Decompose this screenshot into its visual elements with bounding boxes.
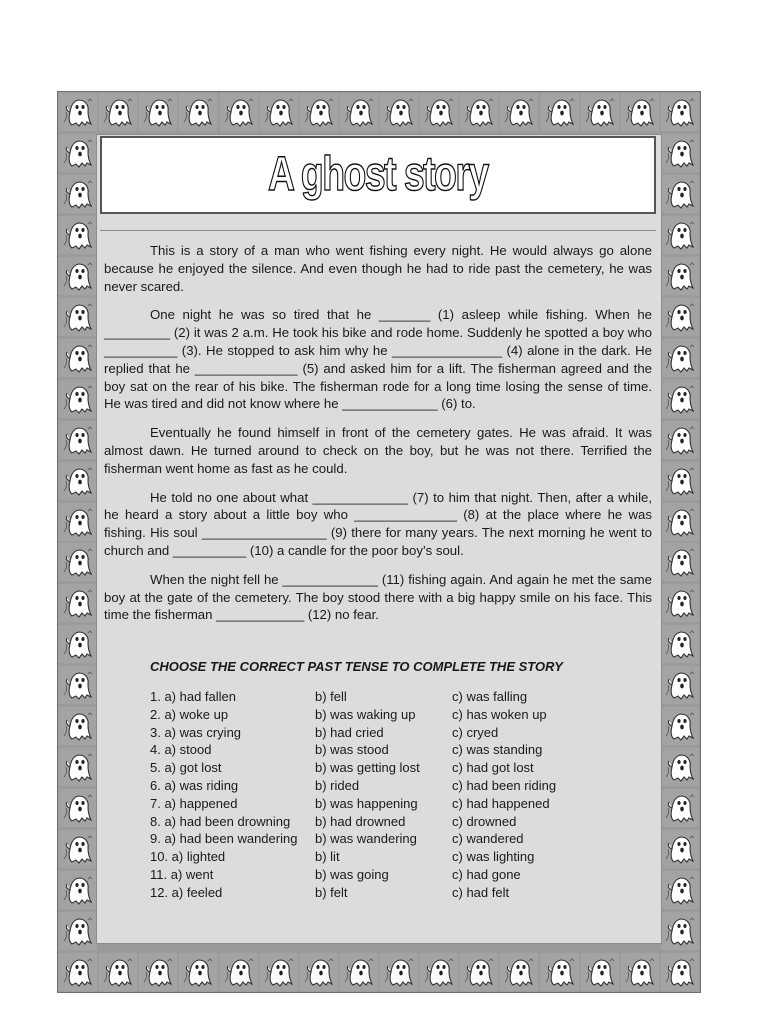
ghost-icon bbox=[660, 338, 700, 378]
ghost-icon bbox=[58, 92, 98, 132]
ghost-icon bbox=[660, 379, 700, 419]
option-a: 10. a) lighted bbox=[150, 849, 226, 865]
ghost-icon bbox=[58, 174, 98, 214]
ghost-icon bbox=[58, 788, 98, 828]
option-row bbox=[150, 866, 610, 884]
ghost-icon bbox=[419, 952, 459, 992]
ghost-icon bbox=[299, 952, 339, 992]
option-b: b) lit bbox=[315, 849, 340, 865]
option-b: b) had drowned bbox=[315, 813, 406, 829]
ghost-icon bbox=[660, 256, 700, 296]
title-box bbox=[100, 136, 656, 214]
option-row bbox=[150, 724, 610, 742]
ghost-icon bbox=[660, 420, 700, 460]
page-title: A ghost story bbox=[268, 148, 488, 201]
ghost-icon bbox=[339, 92, 379, 132]
option-b: b) felt bbox=[315, 884, 348, 900]
option-a: 7. a) happened bbox=[150, 795, 238, 811]
ghost-icon bbox=[58, 747, 98, 787]
option-c: c) had happened bbox=[452, 795, 550, 811]
ghost-icon bbox=[660, 133, 700, 173]
ghost-icon bbox=[98, 92, 138, 132]
ghost-icon bbox=[58, 215, 98, 255]
option-row bbox=[150, 759, 610, 777]
ghost-icon bbox=[580, 92, 620, 132]
ghost-icon bbox=[259, 92, 299, 132]
ghost-icon bbox=[499, 92, 539, 132]
ghost-icon bbox=[379, 92, 419, 132]
option-b: b) was happening bbox=[315, 795, 418, 811]
ghost-icon bbox=[379, 952, 419, 992]
option-a: 2. a) woke up bbox=[150, 706, 229, 722]
ghost-icon bbox=[660, 911, 700, 951]
option-row bbox=[150, 741, 610, 759]
ghost-icon bbox=[178, 92, 218, 132]
ghost-icon bbox=[58, 706, 98, 746]
ghost-icon bbox=[299, 92, 339, 132]
option-row bbox=[150, 688, 610, 706]
option-row bbox=[150, 830, 610, 848]
ghost-icon bbox=[178, 952, 218, 992]
story-paragraph-3: Eventually he found himself in front of the cemetery gates. He was afraid. It was almost dawn. He turned around to check on the boy, but he was not there. Terrified the fisherman went home as fast as he could. bbox=[104, 425, 652, 476]
ghost-icon bbox=[339, 952, 379, 992]
ghost-icon bbox=[58, 870, 98, 910]
option-a: 12. a) feeled bbox=[150, 884, 223, 900]
ghost-icon bbox=[58, 379, 98, 419]
ghost-icon bbox=[540, 92, 580, 132]
story-paragraph-1: This is a story of a man who went fishing every night. He would always go alone because he enjoyed the silence. And even though he had to ride past the cemetery, he was never scared. bbox=[104, 243, 652, 294]
ghost-icon bbox=[58, 461, 98, 501]
ghost-icon bbox=[58, 542, 98, 582]
option-c: c) had felt bbox=[452, 884, 510, 900]
option-row bbox=[150, 795, 610, 813]
option-b: b) rided bbox=[315, 777, 360, 793]
option-row bbox=[150, 813, 610, 831]
ghost-icon bbox=[58, 665, 98, 705]
option-a: 1. a) had fallen bbox=[150, 689, 237, 704]
option-c: c) was falling bbox=[452, 689, 528, 704]
ghost-icon bbox=[660, 297, 700, 337]
option-a: 11. a) went bbox=[150, 866, 214, 882]
ghost-icon bbox=[58, 420, 98, 460]
ghost-icon bbox=[58, 829, 98, 869]
ghost-icon bbox=[660, 583, 700, 623]
ghost-icon bbox=[58, 911, 98, 951]
option-c: c) has woken up bbox=[452, 706, 547, 722]
ghost-icon bbox=[660, 624, 700, 664]
option-c: c) drowned bbox=[452, 813, 517, 829]
option-row bbox=[150, 777, 610, 795]
ghost-icon bbox=[138, 92, 178, 132]
ghost-icon bbox=[98, 952, 138, 992]
option-b: b) had cried bbox=[315, 724, 384, 740]
ghost-icon bbox=[660, 788, 700, 828]
option-c: c) had gone bbox=[452, 866, 521, 882]
ghost-icon bbox=[58, 297, 98, 337]
ghost-icon bbox=[499, 952, 539, 992]
option-a: 4. a) stood bbox=[150, 742, 212, 758]
option-a: 6. a) was riding bbox=[150, 777, 239, 793]
option-c: c) had been riding bbox=[452, 777, 557, 793]
story-paragraph-4: He told no one about what _____________ (7) to him that night. Then, after a while, he heard a story about a little boy who ______________ (8) at the place where he was fishing. His soul _________________ (9) there for many years. The next morning he went to church and __________ (10) a candle for the poor boy’s soul. bbox=[104, 489, 652, 558]
ghost-icon bbox=[58, 952, 98, 992]
options-list bbox=[150, 688, 610, 902]
option-c: c) had got lost bbox=[452, 760, 534, 776]
option-a: 5. a) got lost bbox=[150, 760, 222, 776]
ghost-icon bbox=[219, 92, 259, 132]
option-a: 8. a) had been drowning bbox=[150, 813, 291, 829]
ghost-icon bbox=[660, 92, 700, 132]
option-b: b) was waking up bbox=[315, 706, 416, 722]
ghost-icon bbox=[660, 174, 700, 214]
ghost-icon bbox=[58, 624, 98, 664]
ghost-icon bbox=[138, 952, 178, 992]
ghost-icon bbox=[620, 92, 660, 132]
ghost-icon bbox=[660, 829, 700, 869]
ghost-icon bbox=[419, 92, 459, 132]
exercise-instruction: CHOOSE THE CORRECT PAST TENSE TO COMPLETE THE STORY bbox=[150, 659, 563, 674]
ghost-icon bbox=[58, 583, 98, 623]
ghost-icon bbox=[259, 952, 299, 992]
ghost-icon bbox=[58, 133, 98, 173]
title-divider bbox=[100, 230, 656, 231]
story-paragraph-5: When the night fell he _____________ (11) fishing again. And again he met the same boy at the gate of the cemetery. The boy stood there with a big happy smile on his face. This time the fisherman ____________ (12) no fear. bbox=[104, 571, 652, 623]
option-row bbox=[150, 884, 610, 902]
option-b: b) was wandering bbox=[315, 831, 417, 847]
option-c: c) wandered bbox=[452, 831, 524, 847]
option-b: b) was getting lost bbox=[315, 760, 420, 776]
ghost-icon bbox=[660, 502, 700, 542]
option-a: 3. a) was crying bbox=[150, 724, 242, 740]
ghost-icon bbox=[660, 665, 700, 705]
ghost-icon bbox=[660, 542, 700, 582]
story-text bbox=[104, 242, 652, 635]
story-paragraph-2: One night he was so tired that he _______ (1) asleep while fishing. When he _________ (2) it was 2 a.m. He took his bike and rode home. Suddenly he spotted a boy who __________ (3). He stopped to ask him why he _______________ (4) alone in the dark. He replied that he ______________ (5) and asked him for a lift. The fisherman agreed and the boy sat on the rear of his bike. The fisherman rode for a long time losing the sense of time. He was tired and did not know where he _____________ (6) to. bbox=[104, 307, 652, 412]
ghost-icon bbox=[620, 952, 660, 992]
option-a: 9. a) had been wandering bbox=[150, 831, 298, 847]
ghost-icon bbox=[58, 256, 98, 296]
ghost-icon bbox=[660, 952, 700, 992]
option-row bbox=[150, 706, 610, 724]
ghost-icon bbox=[58, 338, 98, 378]
option-c: c) cryed bbox=[452, 724, 499, 740]
ghost-icon bbox=[660, 870, 700, 910]
ghost-icon bbox=[660, 461, 700, 501]
option-b: b) was going bbox=[315, 866, 389, 882]
ghost-icon bbox=[660, 215, 700, 255]
ghost-icon bbox=[459, 952, 499, 992]
option-c: c) was standing bbox=[452, 742, 543, 758]
option-row bbox=[150, 848, 610, 866]
ghost-icon bbox=[58, 502, 98, 542]
ghost-icon bbox=[660, 706, 700, 746]
option-b: b) was stood bbox=[315, 742, 389, 758]
ghost-icon bbox=[580, 952, 620, 992]
ghost-icon bbox=[540, 952, 580, 992]
option-b: b) fell bbox=[315, 689, 347, 704]
ghost-icon bbox=[459, 92, 499, 132]
ghost-icon bbox=[219, 952, 259, 992]
ghost-icon bbox=[660, 747, 700, 787]
option-c: c) was lighting bbox=[452, 849, 535, 865]
